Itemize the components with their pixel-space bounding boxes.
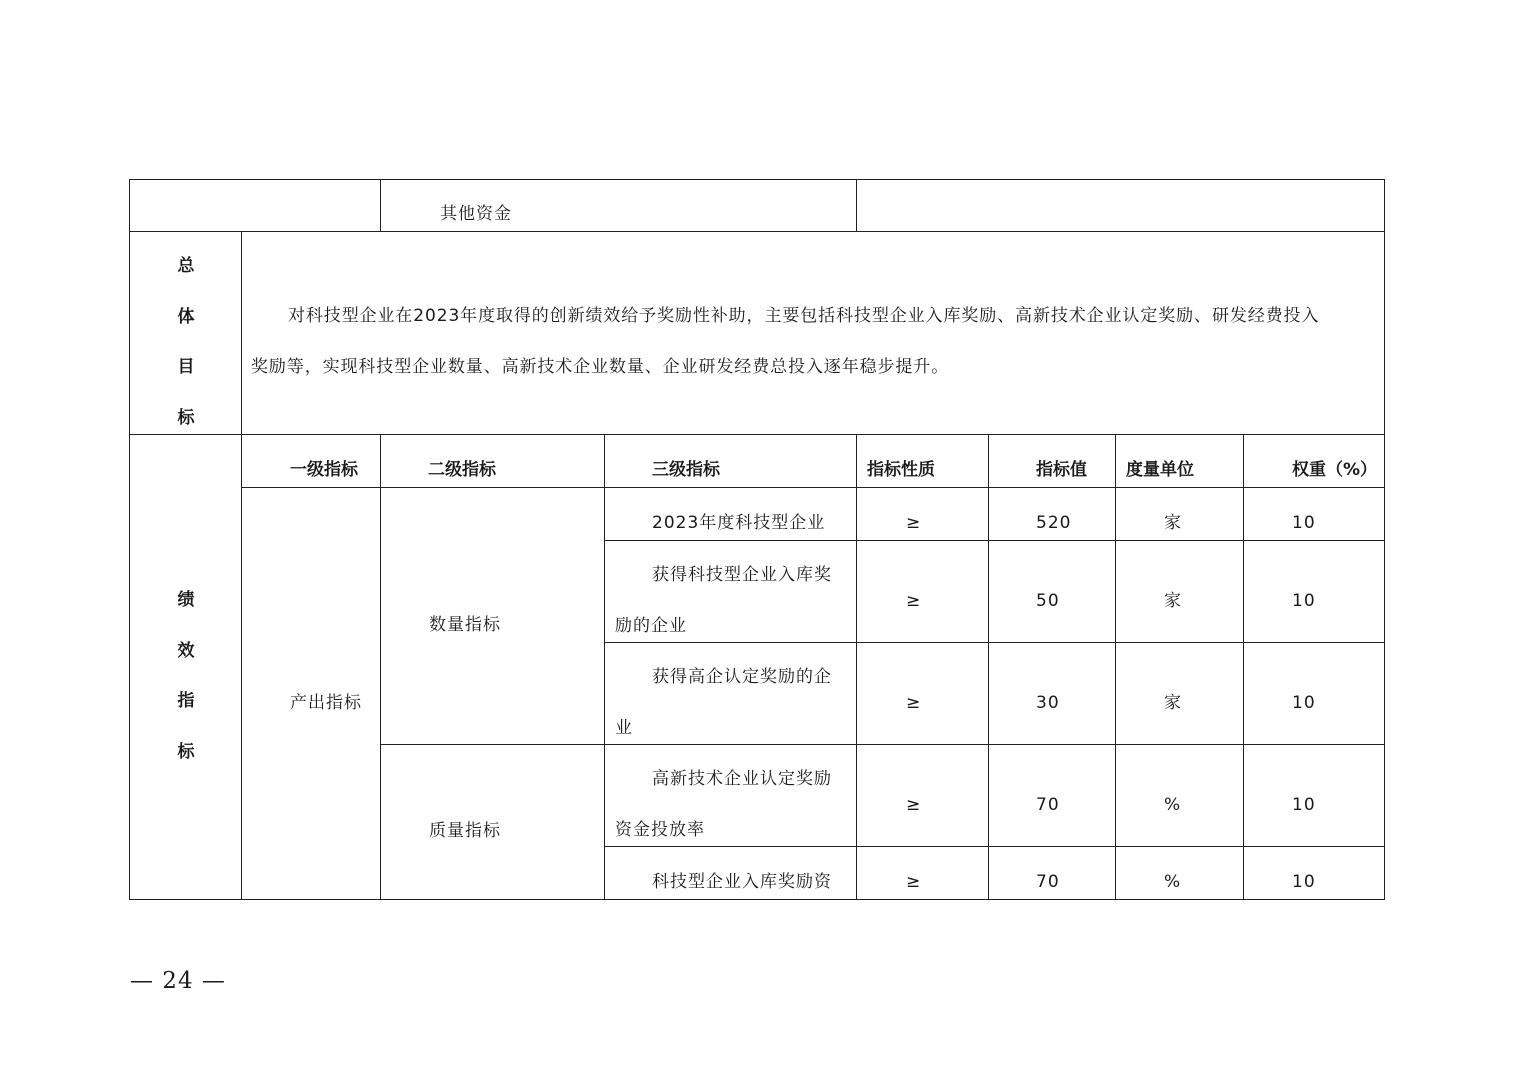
col-divider-label	[241, 434, 242, 900]
col-divider-level3	[856, 434, 857, 900]
level1-output-indicator: 产出指标	[290, 693, 362, 713]
row5-level3-line1: 科技型企业入库奖励资	[652, 872, 832, 892]
row3-level3-line2: 业	[615, 718, 633, 738]
row5-unit: %	[1164, 872, 1182, 892]
row5-value: 70	[1036, 872, 1060, 892]
level2-quality-indicator: 质量指标	[429, 821, 501, 841]
row3-unit: 家	[1164, 693, 1182, 713]
indicator-label-char: 效	[177, 641, 195, 661]
row1-nature: ≥	[906, 513, 922, 533]
row5-nature: ≥	[906, 872, 922, 892]
col-divider-unit	[1243, 434, 1244, 900]
row2-level3-line2: 励的企业	[615, 616, 687, 636]
indicator-label-char: 标	[177, 742, 195, 762]
row3-value: 30	[1036, 693, 1060, 713]
row1-level3-line1: 2023年度科技型企业	[652, 513, 826, 533]
table-border-bottom	[129, 899, 1385, 900]
row4-nature: ≥	[906, 795, 922, 815]
header-level2: 二级指标	[428, 460, 496, 480]
goal-label-char: 总	[177, 256, 195, 276]
row-divider-r2	[604, 642, 1385, 643]
row2-level3-line1: 获得科技型企业入库奖	[652, 565, 832, 585]
row4-unit: %	[1164, 795, 1182, 815]
row4-weight: 10	[1292, 795, 1316, 815]
row-divider-goal	[129, 434, 1385, 435]
row3-nature: ≥	[906, 693, 922, 713]
row4-value: 70	[1036, 795, 1060, 815]
header-weight: 权重（%）	[1292, 460, 1378, 480]
funding-source-label: 其他资金	[440, 204, 512, 224]
col-divider-level1	[380, 434, 381, 900]
header-value: 指标值	[1036, 460, 1087, 480]
row1-value: 520	[1036, 513, 1072, 533]
indicator-label-char: 绩	[177, 590, 195, 610]
col-divider-funding-2	[856, 179, 857, 232]
row-divider-r4	[604, 846, 1385, 847]
goal-label-char: 体	[177, 307, 195, 327]
row-divider-r3	[380, 744, 1385, 745]
row3-level3-line1: 获得高企认定奖励的企	[652, 667, 832, 687]
header-nature: 指标性质	[867, 460, 935, 480]
row-divider-r1	[604, 540, 1385, 541]
level2-quantity-indicator: 数量指标	[429, 615, 501, 635]
goal-label-char: 标	[177, 408, 195, 428]
row2-nature: ≥	[906, 591, 922, 611]
col-divider-level2	[604, 434, 605, 900]
header-level1: 一级指标	[290, 460, 358, 480]
table-border-top	[129, 179, 1385, 180]
row5-weight: 10	[1292, 872, 1316, 892]
row1-unit: 家	[1164, 513, 1182, 533]
header-level3: 三级指标	[652, 460, 720, 480]
row4-level3-line1: 高新技术企业认定奖励	[652, 769, 832, 789]
header-unit: 度量单位	[1126, 460, 1194, 480]
row2-weight: 10	[1292, 591, 1316, 611]
row-divider-funding	[129, 231, 1385, 232]
goal-text-line-2: 奖励等，实现科技型企业数量、高新技术企业数量、企业研发经费总投入逐年稳步提升。	[251, 357, 950, 377]
col-divider-funding-1	[380, 179, 381, 232]
indicator-label-char: 指	[177, 691, 195, 711]
col-divider-value	[1115, 434, 1116, 900]
page-number: — 24 —	[130, 968, 226, 994]
goal-label-char: 目	[177, 357, 195, 377]
table-border-left	[129, 179, 130, 900]
row-divider-header	[241, 487, 1385, 488]
row2-unit: 家	[1164, 591, 1182, 611]
col-divider-nature	[988, 434, 989, 900]
row1-weight: 10	[1292, 513, 1316, 533]
row2-value: 50	[1036, 591, 1060, 611]
goal-text-line-1: 对科技型企业在2023年度取得的创新绩效给予奖励性补助，主要包括科技型企业入库奖励、高新技术企业认定奖励、研发经费投入	[288, 306, 1320, 326]
row4-level3-line2: 资金投放率	[615, 820, 705, 840]
row3-weight: 10	[1292, 693, 1316, 713]
